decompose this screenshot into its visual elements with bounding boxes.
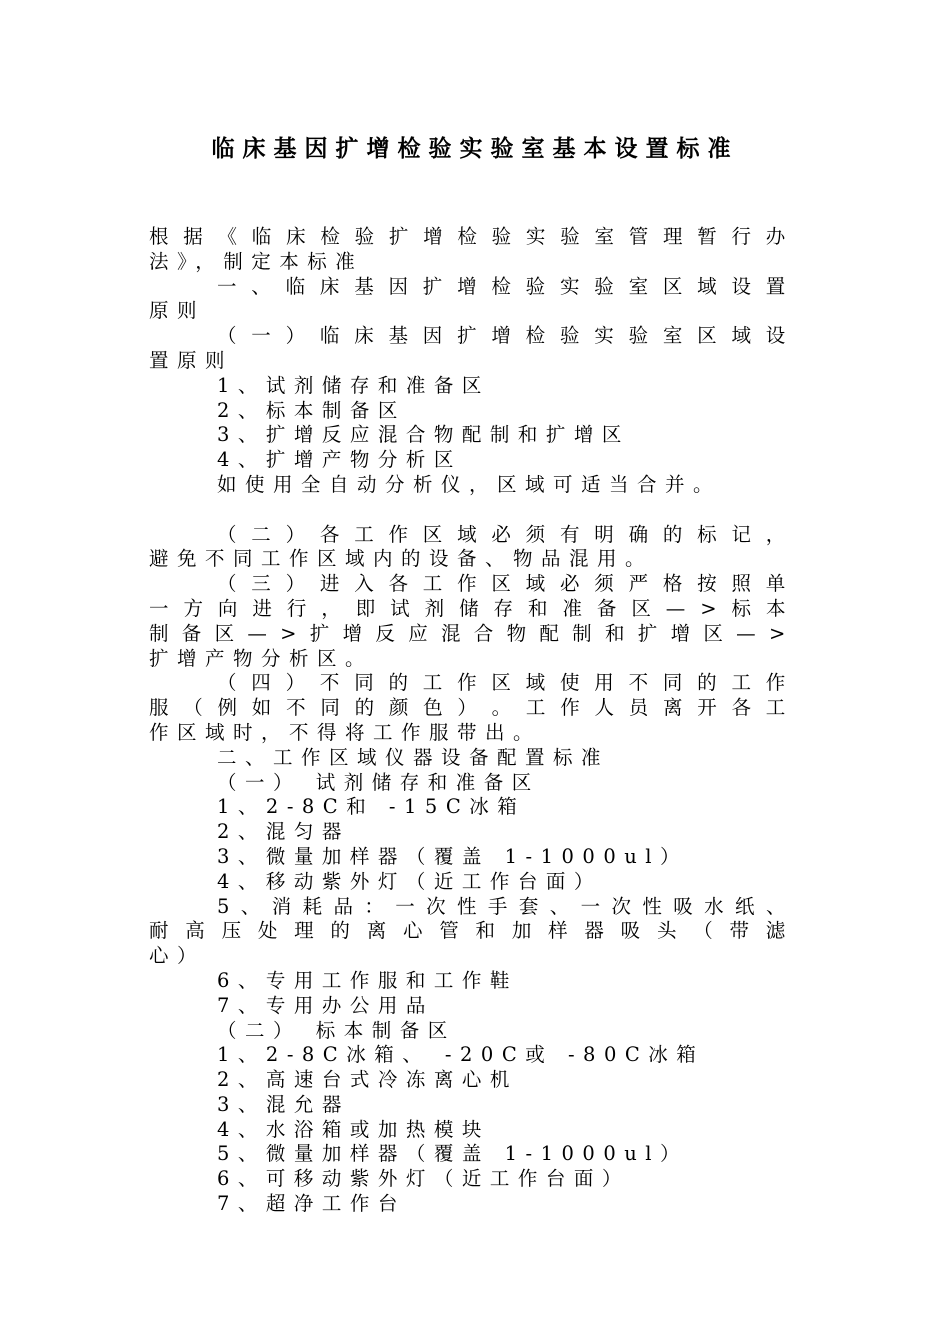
text-glyph: 手 <box>487 894 516 918</box>
text-glyph: 验 <box>560 225 589 248</box>
text-glyph: 临 <box>251 225 280 248</box>
text-glyph: 作 <box>765 671 794 695</box>
text-glyph: 、 <box>549 894 578 918</box>
text-glyph: 办 <box>765 225 794 248</box>
text-glyph: 。 <box>491 696 520 720</box>
text-glyph: 行 <box>286 596 315 620</box>
text-glyph: （ <box>217 671 246 695</box>
text-glyph: 入 <box>354 572 383 596</box>
text-glyph: 作 <box>457 572 486 596</box>
text-glyph: 储 <box>459 596 488 620</box>
document-title: 临床基因扩增检验实验室基本设置标准 <box>211 135 739 162</box>
heading-section-1 <box>149 275 794 325</box>
text-glyph: 增 <box>457 274 486 298</box>
text-glyph: 人 <box>594 696 623 720</box>
text-glyph: 根 <box>149 225 178 248</box>
text-glyph: 暂 <box>697 225 726 248</box>
text-glyph: 理 <box>662 225 691 248</box>
heading-section-2: 二、工作区域仪器设备配置标准 <box>217 745 610 769</box>
text-glyph: 区 <box>422 522 451 546</box>
text-glyph: > <box>768 621 794 645</box>
text-glyph: 离 <box>366 919 395 943</box>
text-glyph: 套 <box>518 894 547 918</box>
heading-subsection-1-2 <box>149 523 794 573</box>
text-glyph: 区 <box>631 596 660 620</box>
text-glyph: 管 <box>439 919 468 943</box>
text-glyph: 域 <box>457 522 486 546</box>
text-glyph: 扩 <box>422 274 451 298</box>
text-glyph: 和 <box>527 596 556 620</box>
text-glyph: 区 <box>662 274 691 298</box>
text-glyph: 格 <box>662 572 691 596</box>
text-line <box>149 895 794 920</box>
text-line <box>149 324 794 349</box>
text-glyph: 例 <box>217 696 246 720</box>
text-glyph: （ <box>183 696 212 720</box>
text-glyph: 域 <box>731 324 760 348</box>
text-glyph: 准 <box>562 596 591 620</box>
text-glyph: 扩 <box>388 225 417 248</box>
list-item: 7、超净工作台 <box>217 1192 406 1216</box>
text-line: 扩增产物分析区。 <box>149 646 374 670</box>
heading-subsection-1-1 <box>149 324 794 374</box>
text-glyph: 管 <box>628 225 657 248</box>
text-glyph: 带 <box>729 919 758 943</box>
text-glyph: 本 <box>765 596 794 620</box>
text-glyph: 检 <box>525 324 554 348</box>
text-glyph: 同 <box>662 671 691 695</box>
text-glyph: 实 <box>594 324 623 348</box>
text-glyph: 次 <box>426 894 455 918</box>
text-glyph: ） <box>285 572 314 596</box>
list-item: 4、移动紫外灯（近工作台面） <box>217 869 602 893</box>
text-glyph: ， <box>765 522 794 546</box>
text-glyph: 如 <box>251 696 280 720</box>
text-glyph: 明 <box>594 522 623 546</box>
text-glyph: 各 <box>319 522 348 546</box>
text-glyph: 耗 <box>302 894 331 918</box>
text-glyph: （ <box>693 919 722 943</box>
text-glyph: 应 <box>408 621 437 645</box>
text-glyph: 一 <box>395 894 424 918</box>
text-glyph: 工 <box>422 671 451 695</box>
text-glyph: 品 <box>333 894 362 918</box>
text-glyph: 进 <box>252 596 281 620</box>
text-glyph: 制 <box>572 621 601 645</box>
list-item: 3、微量加样器（覆盖 1-1000ul） <box>217 844 689 868</box>
paragraph-intro <box>149 225 794 275</box>
text-glyph: 心 <box>402 919 431 943</box>
text-glyph: 向 <box>217 596 246 620</box>
list-item: 1、2-8C和 -15C冰箱 <box>217 795 526 819</box>
list-item <box>149 895 794 969</box>
text-glyph: 区 <box>491 572 520 596</box>
text-glyph: 设 <box>765 324 794 348</box>
text-glyph: — <box>736 621 765 645</box>
text-line <box>149 597 794 622</box>
text-glyph: 临 <box>285 274 314 298</box>
text-glyph: — <box>665 596 694 620</box>
text-glyph: 实 <box>559 274 588 298</box>
text-glyph: 工 <box>525 696 554 720</box>
text-glyph: 增 <box>491 324 520 348</box>
text-glyph: 床 <box>319 274 348 298</box>
text-glyph: 验 <box>628 324 657 348</box>
text-glyph: 增 <box>423 225 452 248</box>
text-glyph: 域 <box>525 572 554 596</box>
text-glyph: 四 <box>251 671 280 695</box>
text-glyph: 检 <box>491 274 520 298</box>
text-glyph: 床 <box>286 225 315 248</box>
text-glyph: 区 <box>703 621 732 645</box>
text-glyph: 增 <box>670 621 699 645</box>
text-glyph: > <box>700 596 726 620</box>
text-glyph: 临 <box>319 324 348 348</box>
text-glyph: 颜 <box>388 696 417 720</box>
text-glyph: 剂 <box>424 596 453 620</box>
list-item: 7、专用办公用品 <box>217 993 434 1017</box>
text-glyph: 验 <box>594 274 623 298</box>
text-glyph: 一 <box>217 274 246 298</box>
text-line: 原则 <box>149 299 206 323</box>
text-glyph: 头 <box>656 919 685 943</box>
text-glyph: 备 <box>181 621 210 645</box>
text-glyph: 室 <box>594 225 623 248</box>
text-glyph: ） <box>285 324 314 348</box>
text-glyph: 器 <box>584 919 613 943</box>
text-glyph: 域 <box>525 671 554 695</box>
text-line <box>149 523 794 548</box>
text-line: 作区域时，不得将工作服带出。 <box>149 720 542 744</box>
text-glyph: 消 <box>271 894 300 918</box>
text-glyph: 制 <box>149 621 178 645</box>
text-glyph: 增 <box>342 621 371 645</box>
text-glyph: 行 <box>731 225 760 248</box>
list-item: 2、高速台式冷冻离心机 <box>217 1068 518 1092</box>
list-item: 4、扩增产物分析区 <box>217 448 462 472</box>
text-glyph: 开 <box>697 696 726 720</box>
heading-subsection-2-1: （一） 试剂储存和准备区 <box>217 770 540 794</box>
text-glyph: 加 <box>511 919 540 943</box>
text-line: 心） <box>149 944 206 968</box>
text-glyph: 基 <box>388 324 417 348</box>
text-glyph: 作 <box>457 671 486 695</box>
text-glyph: 、 <box>251 274 280 298</box>
text-glyph: 确 <box>628 522 657 546</box>
text-glyph: 一 <box>580 894 609 918</box>
text-glyph: 设 <box>731 274 760 298</box>
text-glyph: 一 <box>251 324 280 348</box>
text-glyph: 严 <box>628 572 657 596</box>
text-glyph: 置 <box>765 274 794 298</box>
text-glyph: 各 <box>388 572 417 596</box>
text-glyph: 纸 <box>735 894 764 918</box>
text-glyph: 耐 <box>149 919 178 943</box>
text-glyph: 域 <box>697 274 726 298</box>
text-line <box>149 696 794 721</box>
text-glyph: 吸 <box>673 894 702 918</box>
text-glyph: 混 <box>440 621 469 645</box>
note-paragraph: 如使用全自动分析仪，区域可适当合并。 <box>217 472 722 496</box>
list-item: 3、混允器 <box>217 1092 350 1116</box>
text-glyph: 员 <box>628 696 657 720</box>
text-glyph: 存 <box>493 596 522 620</box>
text-glyph: 必 <box>559 572 588 596</box>
text-glyph: 一 <box>149 596 178 620</box>
text-glyph: 吸 <box>620 919 649 943</box>
text-glyph: 记 <box>731 522 760 546</box>
text-glyph: ） <box>285 671 314 695</box>
text-glyph: 验 <box>525 274 554 298</box>
text-glyph: 理 <box>294 919 323 943</box>
text-glyph: 、 <box>765 894 794 918</box>
text-line <box>149 671 794 696</box>
text-glyph: 的 <box>388 671 417 695</box>
text-line: 法》，制定本标准 <box>149 249 364 273</box>
list-item: 1、试剂储存和准备区 <box>217 373 490 397</box>
blank-line <box>149 498 794 523</box>
text-glyph: 单 <box>765 572 794 596</box>
text-line: 置原则 <box>149 348 234 372</box>
text-glyph: 滤 <box>765 919 794 943</box>
text-glyph: 各 <box>731 696 760 720</box>
text-glyph: — <box>247 621 276 645</box>
heading-subsection-1-4 <box>149 671 794 745</box>
list-item: 6、专用工作服和工作鞋 <box>217 968 518 992</box>
text-glyph: 性 <box>642 894 671 918</box>
text-glyph: 检 <box>457 225 486 248</box>
text-glyph: （ <box>217 324 246 348</box>
text-glyph: 高 <box>185 919 214 943</box>
text-glyph: 扩 <box>309 621 338 645</box>
text-glyph: 使 <box>559 671 588 695</box>
text-glyph: 标 <box>697 522 726 546</box>
text-glyph: 因 <box>388 274 417 298</box>
text-glyph: 照 <box>731 572 760 596</box>
text-glyph: 室 <box>662 324 691 348</box>
heading-subsection-2-2: （二） 标本制备区 <box>217 1018 456 1042</box>
text-glyph: 和 <box>475 919 504 943</box>
text-glyph: 服 <box>149 696 178 720</box>
text-glyph: （ <box>217 522 246 546</box>
text-glyph: 物 <box>506 621 535 645</box>
text-glyph: 5 <box>217 894 238 918</box>
text-glyph: 标 <box>731 596 760 620</box>
text-line <box>149 622 794 647</box>
text-glyph: ） <box>457 696 486 720</box>
text-glyph: 的 <box>662 522 691 546</box>
text-glyph: 按 <box>697 572 726 596</box>
text-glyph: 作 <box>560 696 589 720</box>
text-glyph: 实 <box>525 225 554 248</box>
text-glyph: 工 <box>422 572 451 596</box>
text-glyph: 室 <box>628 274 657 298</box>
list-item: 2、混匀器 <box>217 820 350 844</box>
text-glyph: 区 <box>697 324 726 348</box>
text-glyph: 因 <box>422 324 451 348</box>
text-glyph: 同 <box>354 671 383 695</box>
text-glyph: 工 <box>765 696 794 720</box>
heading-subsection-1-3 <box>149 572 794 671</box>
list-item: 6、可移动紫外灯（近工作台面） <box>217 1167 630 1191</box>
text-glyph: 验 <box>354 225 383 248</box>
text-glyph: 二 <box>251 522 280 546</box>
text-glyph: 区 <box>491 671 520 695</box>
text-glyph: 基 <box>354 274 383 298</box>
text-glyph: 扩 <box>637 621 666 645</box>
text-glyph: 处 <box>257 919 286 943</box>
text-glyph: 进 <box>319 572 348 596</box>
text-glyph: 《 <box>217 225 246 248</box>
text-glyph: ） <box>285 522 314 546</box>
document-body <box>149 225 794 1217</box>
text-glyph: 必 <box>491 522 520 546</box>
text-glyph: 不 <box>319 671 348 695</box>
text-glyph: 即 <box>355 596 384 620</box>
text-glyph: （ <box>217 572 246 596</box>
text-line <box>149 572 794 597</box>
text-line <box>149 225 794 250</box>
text-glyph: 水 <box>704 894 733 918</box>
text-glyph: 验 <box>559 324 588 348</box>
text-glyph: 工 <box>731 671 760 695</box>
text-line <box>149 275 794 300</box>
text-glyph: 离 <box>662 696 691 720</box>
text-line: 避免不同工作区域内的设备、物品混用。 <box>149 547 654 571</box>
list-item: 1、2-8C冰箱、 -20C或 -80C冰箱 <box>217 1043 705 1067</box>
list-item: 3、扩增反应混合物配制和扩增区 <box>217 423 630 447</box>
text-glyph: 床 <box>354 324 383 348</box>
text-glyph: 不 <box>286 696 315 720</box>
text-glyph: 备 <box>596 596 625 620</box>
text-glyph: 有 <box>559 522 588 546</box>
text-glyph: 样 <box>548 919 577 943</box>
list-item: 4、水浴箱或加热模块 <box>217 1117 490 1141</box>
text-glyph: 的 <box>330 919 359 943</box>
text-glyph: 同 <box>320 696 349 720</box>
text-glyph: 须 <box>525 522 554 546</box>
text-glyph: 扩 <box>457 324 486 348</box>
text-glyph: 配 <box>539 621 568 645</box>
text-glyph: 据 <box>183 225 212 248</box>
text-glyph: 试 <box>390 596 419 620</box>
text-glyph: 不 <box>628 671 657 695</box>
text-glyph: 压 <box>221 919 250 943</box>
text-glyph: 须 <box>594 572 623 596</box>
text-line <box>149 919 794 944</box>
text-glyph: 用 <box>594 671 623 695</box>
text-glyph: 合 <box>473 621 502 645</box>
text-glyph: 的 <box>354 696 383 720</box>
text-glyph: 方 <box>183 596 212 620</box>
text-glyph: 反 <box>375 621 404 645</box>
text-glyph: 三 <box>251 572 280 596</box>
text-glyph: 次 <box>611 894 640 918</box>
text-glyph: 检 <box>320 225 349 248</box>
text-glyph: ： <box>364 894 393 918</box>
list-item: 2、标本制备区 <box>217 398 406 422</box>
text-glyph: 的 <box>697 671 726 695</box>
text-glyph: ， <box>321 596 350 620</box>
list-item: 5、微量加样器（覆盖 1-1000ul） <box>217 1142 689 1166</box>
text-glyph: 色 <box>423 696 452 720</box>
text-glyph: 、 <box>240 894 269 918</box>
text-glyph: 工 <box>354 522 383 546</box>
text-glyph: 验 <box>491 225 520 248</box>
text-glyph: > <box>280 621 306 645</box>
text-glyph: 和 <box>604 621 633 645</box>
text-glyph: 作 <box>388 522 417 546</box>
text-glyph: 区 <box>214 621 243 645</box>
text-glyph: 性 <box>457 894 486 918</box>
